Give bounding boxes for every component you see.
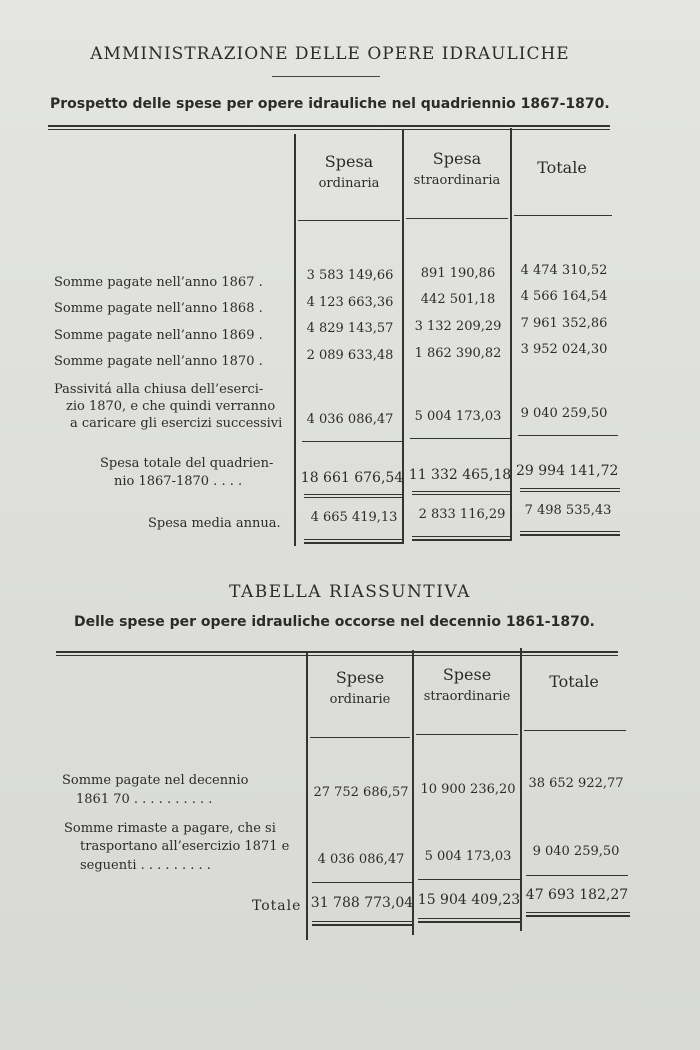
- table2-header-rule-1: [310, 737, 410, 738]
- table2-total-cell: 15 904 409,23: [417, 892, 521, 908]
- table2-row-label: seguenti . . . . . . . . .: [80, 858, 211, 873]
- table2-subtitle: Delle spese per opere idrauliche occorse nel decennio 1861-1870.: [74, 614, 595, 630]
- table2-row-label: trasportano all’esercizio 1871 e: [80, 839, 290, 854]
- table2-top-rule-thin: [56, 655, 618, 656]
- table1-total-rule-2b: [412, 494, 512, 495]
- table1-header-rule-1: [298, 220, 400, 221]
- table1-cell: 442 501,18: [420, 292, 496, 307]
- table1-total-cell: 18 661 676,54: [300, 470, 404, 486]
- table2-bottom-rule-1: [312, 921, 414, 922]
- table1-total-label: Spesa totale del quadrien-: [100, 456, 274, 471]
- table1-bottom-rule-1: [304, 539, 404, 540]
- table1-cell: 4 566 164,54: [520, 289, 608, 304]
- table2-header-rule-3: [524, 730, 626, 731]
- table1-header-ordinaria: Spesa ordinaria: [318, 152, 380, 191]
- table1-subtitle: Prospetto delle spese per opere idrauliche nel quadriennio 1867-1870.: [50, 96, 610, 112]
- table1-bottom-rule-3: [520, 531, 620, 532]
- table1-row-label: Somme pagate nell’anno 1868 .: [54, 301, 263, 316]
- table2-total-label: Totale: [252, 898, 302, 914]
- table1-header-rule-2: [406, 218, 508, 219]
- table2-row-label: Somme pagate nel decennio: [62, 773, 249, 788]
- table2-bottom-rule-3b: [526, 915, 630, 917]
- table1-cell: 1 862 390,82: [414, 346, 502, 361]
- table1-total-rule-1: [304, 494, 404, 495]
- table2-bottom-rule-2: [418, 918, 522, 919]
- table1-total-cell: 29 994 141,72: [516, 463, 619, 479]
- table1-bottom-rule-2: [412, 536, 512, 537]
- table1-cell: 4 474 310,52: [520, 263, 608, 278]
- table1-sum-rule-1: [302, 441, 402, 442]
- table2-title: TABELLA RIASSUNTIVA: [229, 582, 471, 602]
- table1-row-label: zio 1870, e che quindi verranno: [66, 399, 276, 414]
- table2-cell: 5 004 173,03: [424, 849, 512, 864]
- table2-sum-rule-3: [526, 875, 628, 876]
- table1-average-cell: 4 665 419,13: [310, 510, 398, 525]
- table1-cell: 3 952 024,30: [520, 342, 608, 357]
- table1-average-cell: 7 498 535,43: [524, 503, 612, 518]
- table1-header-straordinaria: Spesa straordinaria: [413, 149, 501, 188]
- table1-header-totale: Totale: [537, 158, 587, 177]
- table1-total-rule-1b: [304, 497, 404, 498]
- table1-total-rule-2: [412, 491, 512, 492]
- table1-cell: 2 089 633,48: [306, 348, 394, 363]
- table1-cell: 891 190,86: [420, 266, 496, 281]
- table1-row-label: Somme pagate nell’anno 1869 .: [54, 328, 263, 343]
- table2-bottom-rule-2b: [418, 921, 522, 923]
- table1-col-divider-1: [294, 134, 296, 546]
- table1-total-label: nio 1867-1870 . . . .: [114, 474, 243, 489]
- table1-cell: 7 961 352,86: [520, 316, 608, 331]
- table2-sum-rule-2: [418, 879, 520, 880]
- table2-header-totale: Totale: [549, 672, 599, 691]
- table1-average-label: Spesa media annua.: [148, 516, 281, 531]
- table2-header-straordinarie: Spese straordinarie: [423, 665, 511, 704]
- table1-cell: 3 132 209,29: [414, 319, 502, 334]
- table2-top-rule: [56, 651, 618, 653]
- table2-cell: 9 040 259,50: [532, 844, 620, 859]
- table1-bottom-rule-3b: [520, 534, 620, 536]
- table1-top-rule-thin: [48, 129, 610, 130]
- table1-total-rule-3b: [520, 491, 620, 492]
- table1-row-label: a caricare gli esercizi successivi: [70, 416, 283, 431]
- table1-sum-rule-3: [518, 435, 618, 436]
- table2-total-cell: 31 788 773,04: [310, 895, 414, 911]
- table2-cell: 38 652 922,77: [528, 776, 624, 791]
- table2-sum-rule-1: [312, 882, 412, 883]
- table1-cell: 4 829 143,57: [306, 321, 394, 336]
- table2-cell: 4 036 086,47: [317, 852, 405, 867]
- table2-cell: 10 900 236,20: [420, 782, 516, 797]
- table1-row-label: Somme pagate nell’anno 1870 .: [54, 354, 263, 369]
- table1-row-label: Somme pagate nell’anno 1867 .: [54, 275, 263, 290]
- table1-cell: 5 004 173,03: [414, 409, 502, 424]
- table2-total-cell: 47 693 182,27: [525, 887, 629, 903]
- table1-sum-rule-2: [410, 438, 510, 439]
- table1-top-rule: [48, 125, 610, 127]
- table2-bottom-rule-1b: [312, 924, 414, 926]
- table1-bottom-rule-1b: [304, 542, 404, 544]
- table1-total-cell: 11 332 465,18: [408, 467, 512, 483]
- table2-row-label: Somme rimaste a pagare, che si: [64, 821, 276, 836]
- table2-cell: 27 752 686,57: [313, 785, 409, 800]
- title-underline: [272, 76, 380, 77]
- table2-row-label: 1861 70 . . . . . . . . . .: [76, 792, 213, 807]
- table2-header-rule-2: [416, 734, 518, 735]
- table2-bottom-rule-3: [526, 912, 630, 913]
- table2-header-ordinarie: Spese ordinarie: [329, 668, 391, 707]
- table1-header-rule-3: [514, 215, 612, 216]
- table1-cell: 3 583 149,66: [306, 268, 394, 283]
- table1-bottom-rule-2b: [412, 539, 512, 541]
- table1-average-cell: 2 833 116,29: [418, 507, 506, 522]
- table1-cell: 4 123 663,36: [306, 295, 394, 310]
- table1-cell: 4 036 086,47: [306, 412, 394, 427]
- table1-row-label: Passivitá alla chiusa dell’eserci-: [54, 382, 264, 397]
- table1-cell: 9 040 259,50: [520, 406, 608, 421]
- page-title: AMMINISTRAZIONE DELLE OPERE IDRAULICHE: [90, 44, 570, 64]
- table1-total-rule-3: [520, 488, 620, 489]
